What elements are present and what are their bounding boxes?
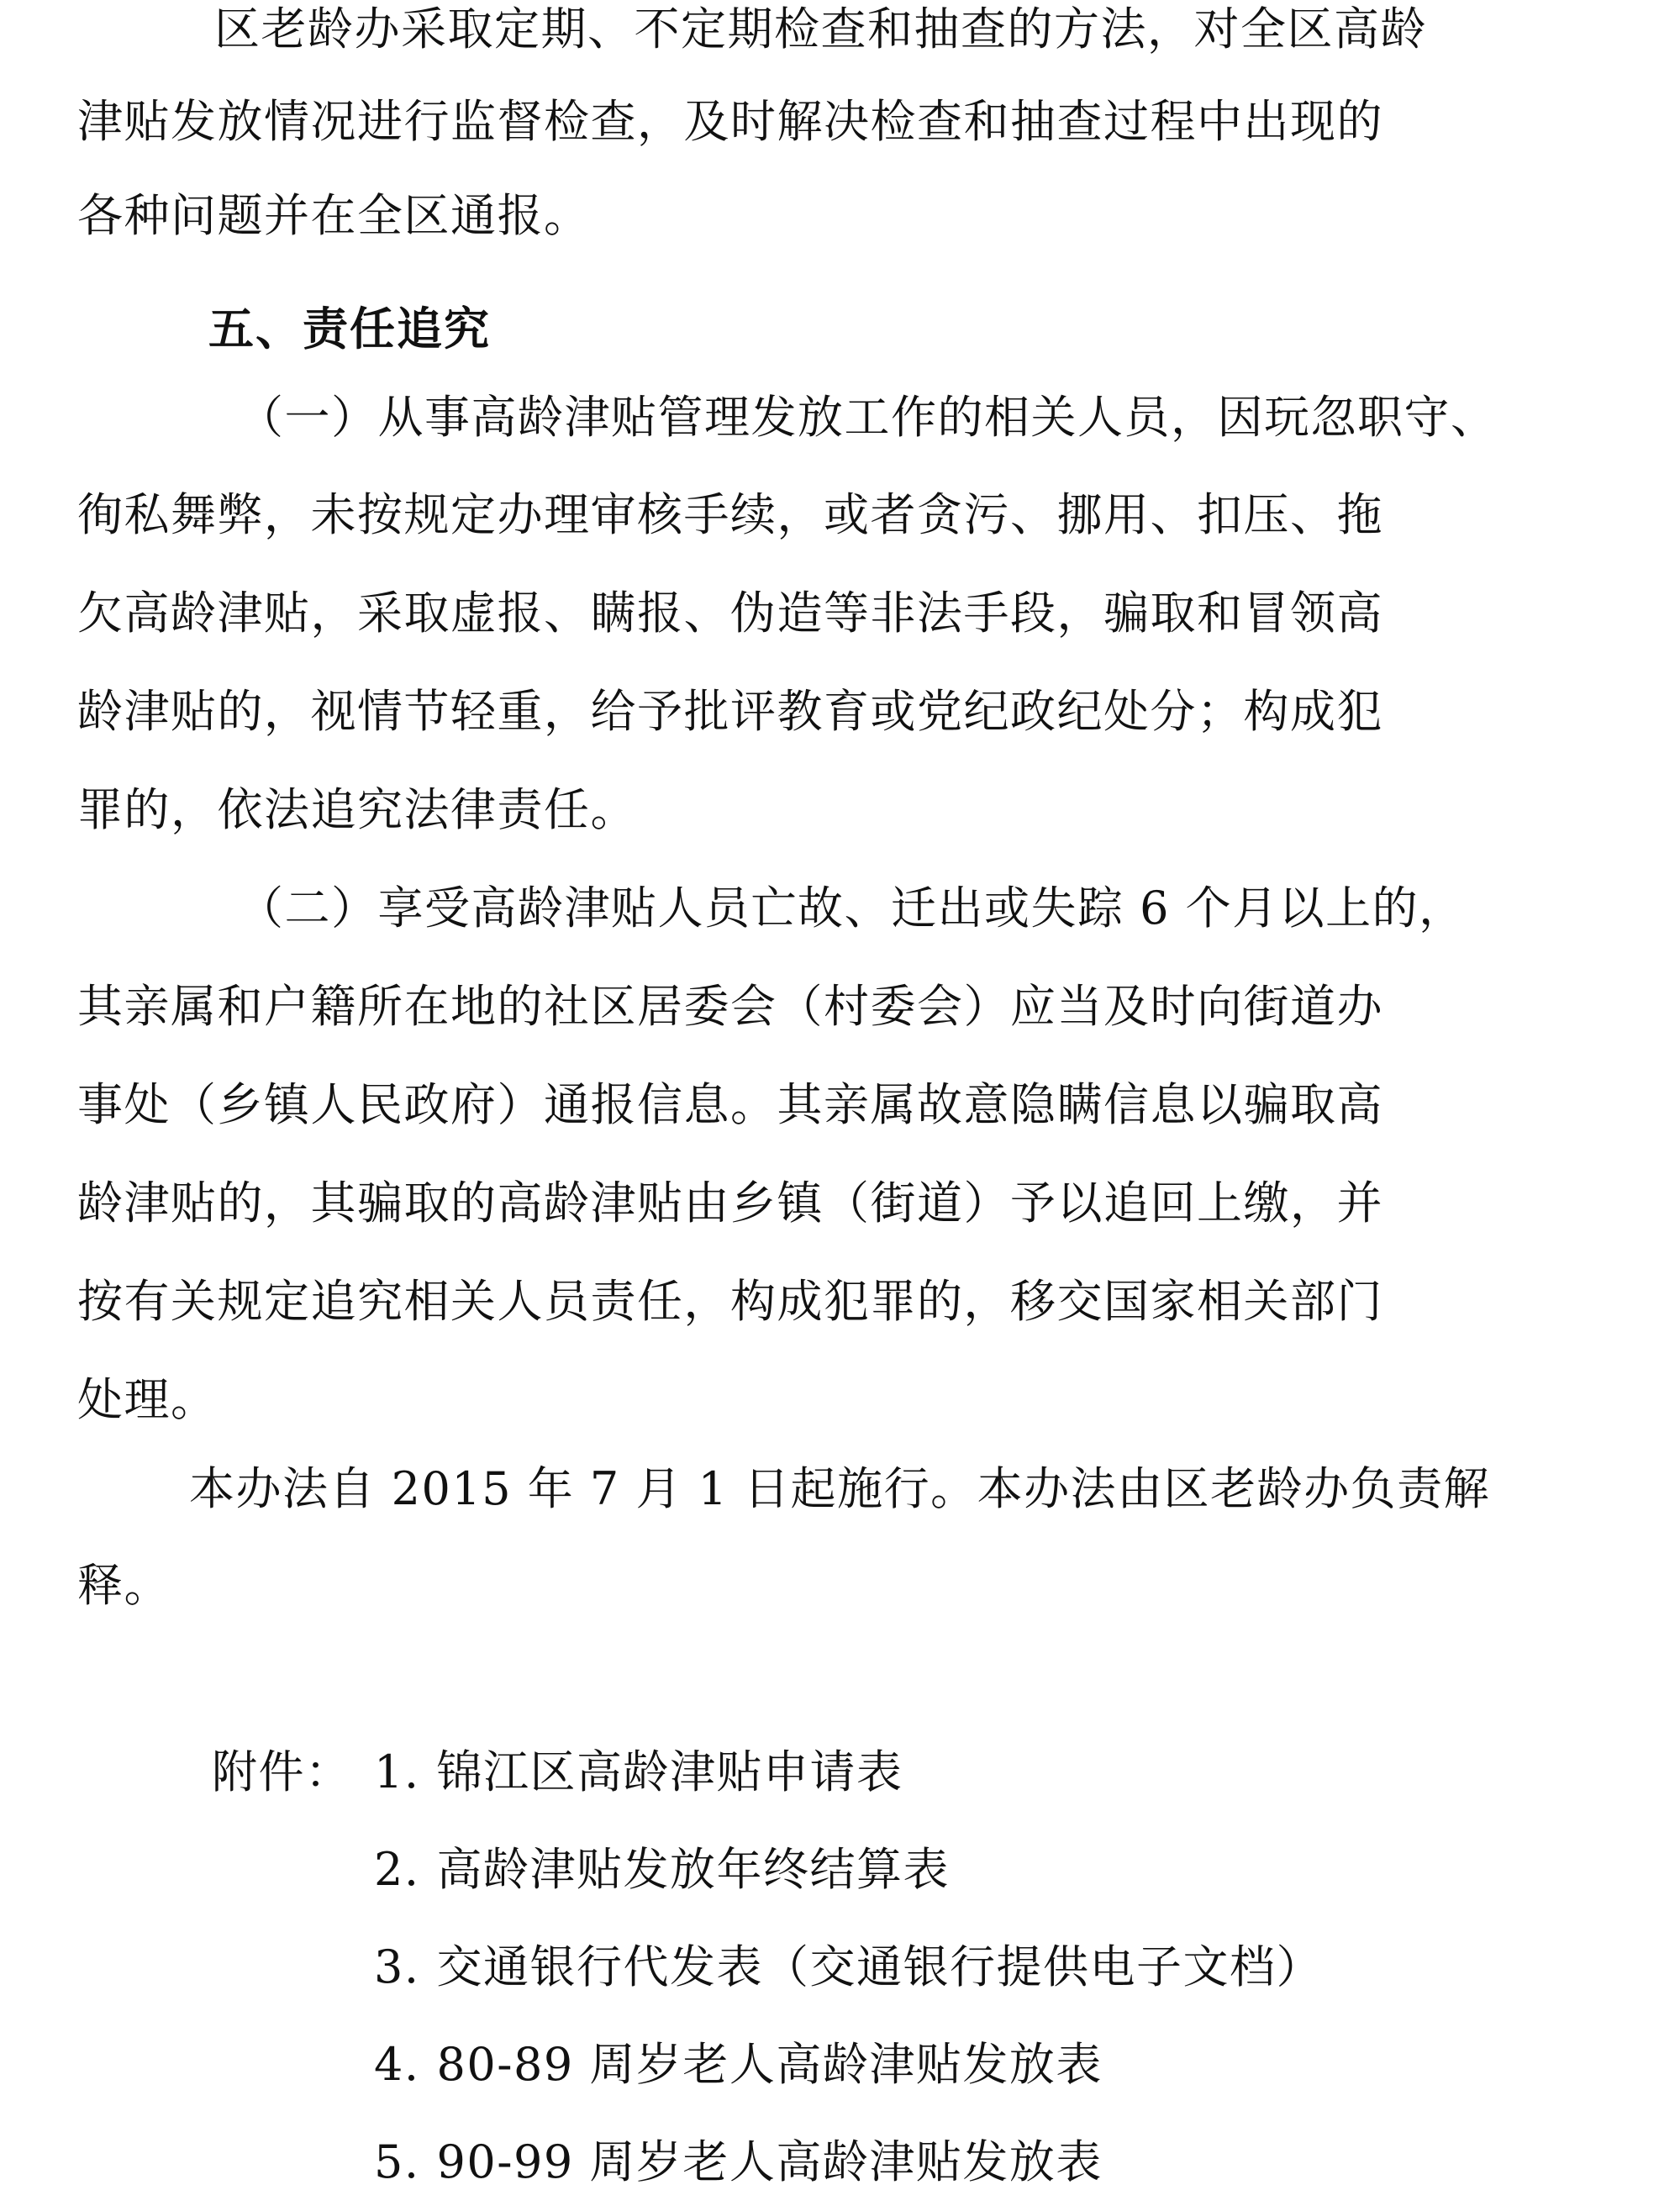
paragraph-line: 津贴发放情况进行监督检查，及时解决检查和抽查过程中出现的 (77, 95, 1383, 148)
attachments-label: 附件： (212, 1745, 352, 1798)
paragraph-line: 龄津贴的，其骗取的高龄津贴由乡镇（街道）予以追回上缴，并 (77, 1177, 1383, 1229)
paragraph-line: 欠高龄津贴，采取虚报、瞒报、伪造等非法手段，骗取和冒领高 (77, 587, 1383, 640)
attachment-number: 4. (374, 2038, 420, 2091)
paragraph-line: 事处（乡镇人民政府）通报信息。其亲属故意隐瞒信息以骗取高 (77, 1078, 1383, 1131)
attachment-item (374, 1745, 903, 1798)
paragraph-line: 罪的，依法追究法律责任。 (77, 783, 637, 836)
paragraph-line: 本办法自 2015 年 7 月 1 日起施行。本办法由区老龄办负责解 (189, 1462, 1491, 1515)
attachment-title: 80-89 周岁老人高龄津贴发放表 (436, 2038, 1103, 2091)
attachment-title: 90-99 周岁老人高龄津贴发放表 (436, 2135, 1103, 2188)
paragraph-line: 处理。 (77, 1373, 218, 1426)
attachment-title: 交通银行代发表（交通银行提供电子文档） (436, 1940, 1324, 1993)
paragraph-line: 其亲属和户籍所在地的社区居委会（村委会）应当及时向街道办 (77, 980, 1383, 1033)
section-heading: 五、责任追究 (208, 303, 491, 355)
paragraph-line: 按有关规定追究相关人员责任，构成犯罪的，移交国家相关部门 (77, 1275, 1383, 1328)
attachment-number: 1. (374, 1745, 420, 1798)
attachment-title: 高龄津贴发放年终结算表 (436, 1843, 951, 1896)
paragraph-line: 徇私舞弊，未按规定办理审核手续，或者贪污、挪用、扣压、拖 (77, 488, 1383, 541)
paragraph-line: 区老龄办采取定期、不定期检查和抽查的方法，对全区高龄 (214, 3, 1427, 55)
attachment-item (374, 1940, 1324, 1993)
paragraph-line: 各种问题并在全区通报。 (77, 189, 591, 242)
attachment-item (374, 2135, 1103, 2188)
paragraph-line: 龄津贴的，视情节轻重，给予批评教育或党纪政纪处分；构成犯 (77, 685, 1383, 738)
paragraph-line: （二）享受高龄津贴人员亡故、迁出或失踪 6 个月以上的， (238, 882, 1466, 935)
attachment-number: 2. (374, 1843, 420, 1896)
attachment-number: 5. (374, 2135, 420, 2188)
paragraph-line: 释。 (77, 1559, 171, 1612)
attachment-number: 3. (374, 1940, 420, 1993)
attachment-title: 锦江区高龄津贴申请表 (436, 1745, 903, 1798)
paragraph-line: （一）从事高龄津贴管理发放工作的相关人员，因玩忽职守、 (238, 391, 1498, 444)
attachment-item (374, 1843, 951, 1896)
attachment-item (374, 2038, 1103, 2091)
